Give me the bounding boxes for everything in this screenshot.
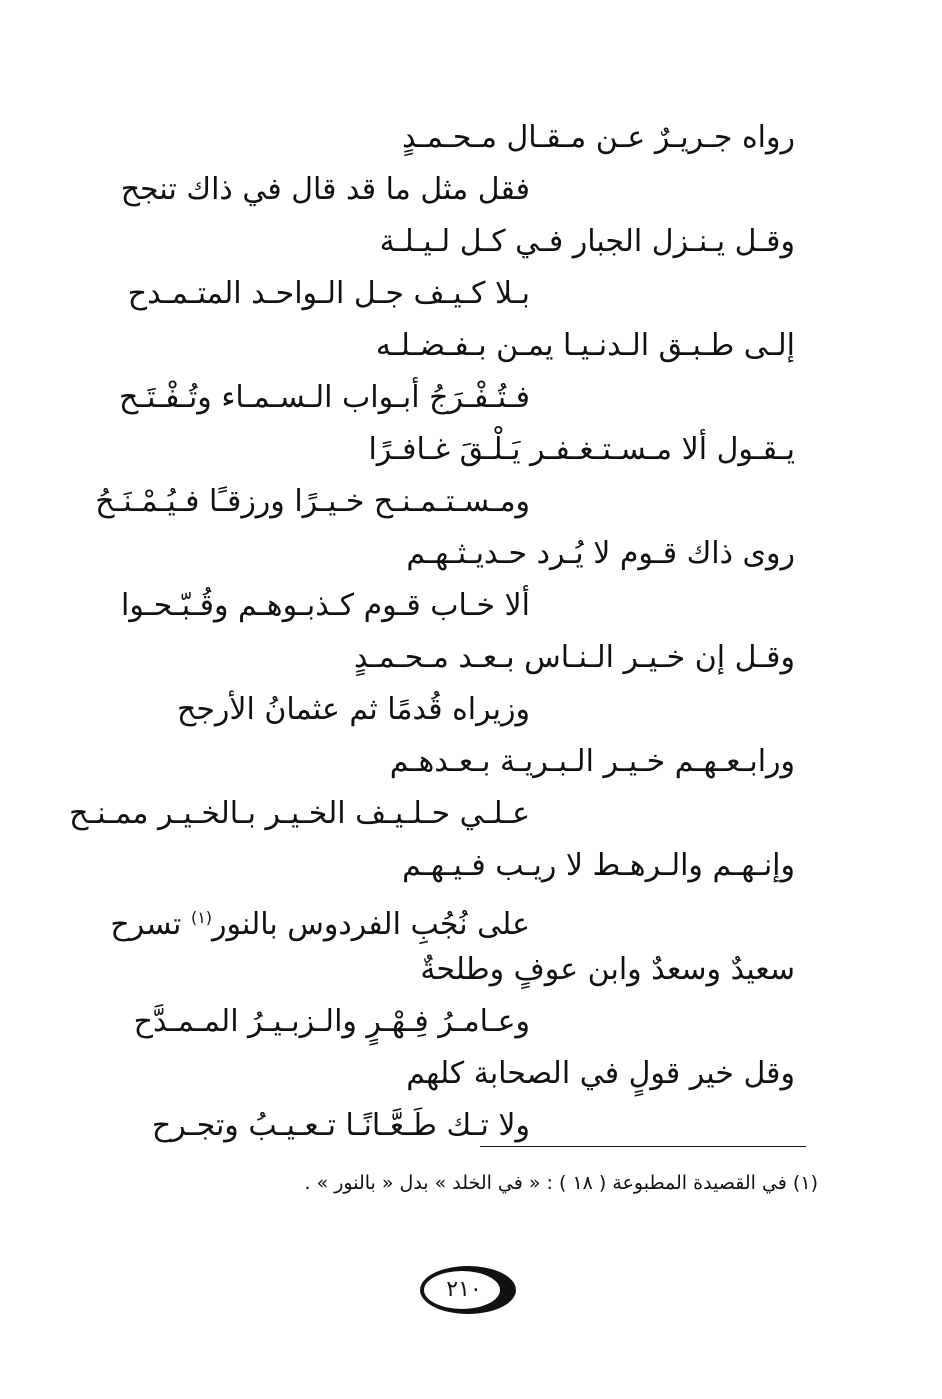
verse-line-12: وزيراه قُدمًا ثم عثمانُ الأرجح (177, 692, 530, 727)
verse-line-16-text: على نُجُبِ الفردوس بالنور (212, 907, 530, 942)
verse-line-15: وإنـهـم والـرهـط لا ريـب فـيـهـم (402, 848, 795, 883)
verse-line-10: ألا خـاب قـوم كـذبـوهـم وقُـبّـحـوا (121, 588, 530, 623)
verse-line-9: روى ذاك قـوم لا يُـرد حـديـثـهـم (406, 536, 795, 571)
verse-line-3: وقـل يـنـزل الجبار فـي كـل لـيـلـة (379, 224, 795, 259)
verse-line-5: إلـى طـبـق الـدنـيـا يمـن بـفـضـلـه (375, 328, 795, 363)
verse-line-16 (110, 892, 530, 944)
verse-line-4: بـلا كـيـف جـل الـواحـد المتـمـدح (127, 276, 530, 311)
verse-line-20: ولا تـك طَـعَّـانًـا تـعـيـبُ وتجـرح (151, 1108, 530, 1143)
verse-line-1: رواه جـريـرٌ عـن مـقـال مـحـمـدٍ (402, 120, 795, 155)
poem-verses (69, 112, 795, 1143)
footnote-reference[interactable]: (١) (190, 908, 213, 927)
verse-line-2: فقل مثل ما قد قال في ذاك تنجح (120, 172, 530, 207)
footnote: (١) في القصيدة المطبوعة ( ١٨ ) : « في الخلد » بدل « بالنور » . (304, 1172, 818, 1194)
verse-line-8: ومـسـتـمـنـح خـيـرًا ورزقـًا فـيُـمْـنَـحُ (95, 484, 530, 519)
verse-line-13: ورابـعـهـم خـيـر الـبـريـة بـعـدهـم (389, 744, 795, 779)
page-number-badge (418, 1262, 520, 1318)
verse-line-7: يـقـول ألا مـسـتـغـفـر يَـلْـقَ غـافـرًا (368, 432, 795, 467)
verse-line-19: وقل خير قولٍ في الصحابة كلهم (406, 1056, 795, 1091)
verse-line-17: سعيدٌ وسعدٌ وابن عوفٍ وطلحةٌ (420, 952, 795, 987)
footnote-separator (480, 1146, 806, 1147)
page-number: ٢١٠ (446, 1277, 482, 1302)
verse-line-16-tail: تسرح (110, 907, 182, 942)
verse-line-11: وقـل إن خـيـر الـنـاس بـعـد مـحـمـدٍ (353, 640, 795, 675)
verse-line-6: فـتُـفْـرَجُ أبـواب الـسـمـاء وتُـفْـتَـح (118, 380, 530, 415)
verse-line-18: وعـامـرُ فِـهْـرٍ والـزبـيـرُ المـمـدَّح (133, 1004, 530, 1039)
verse-line-14: عـلـي حـلـيـف الخـيـر بـالخـيـر ممـنـح (69, 796, 530, 831)
